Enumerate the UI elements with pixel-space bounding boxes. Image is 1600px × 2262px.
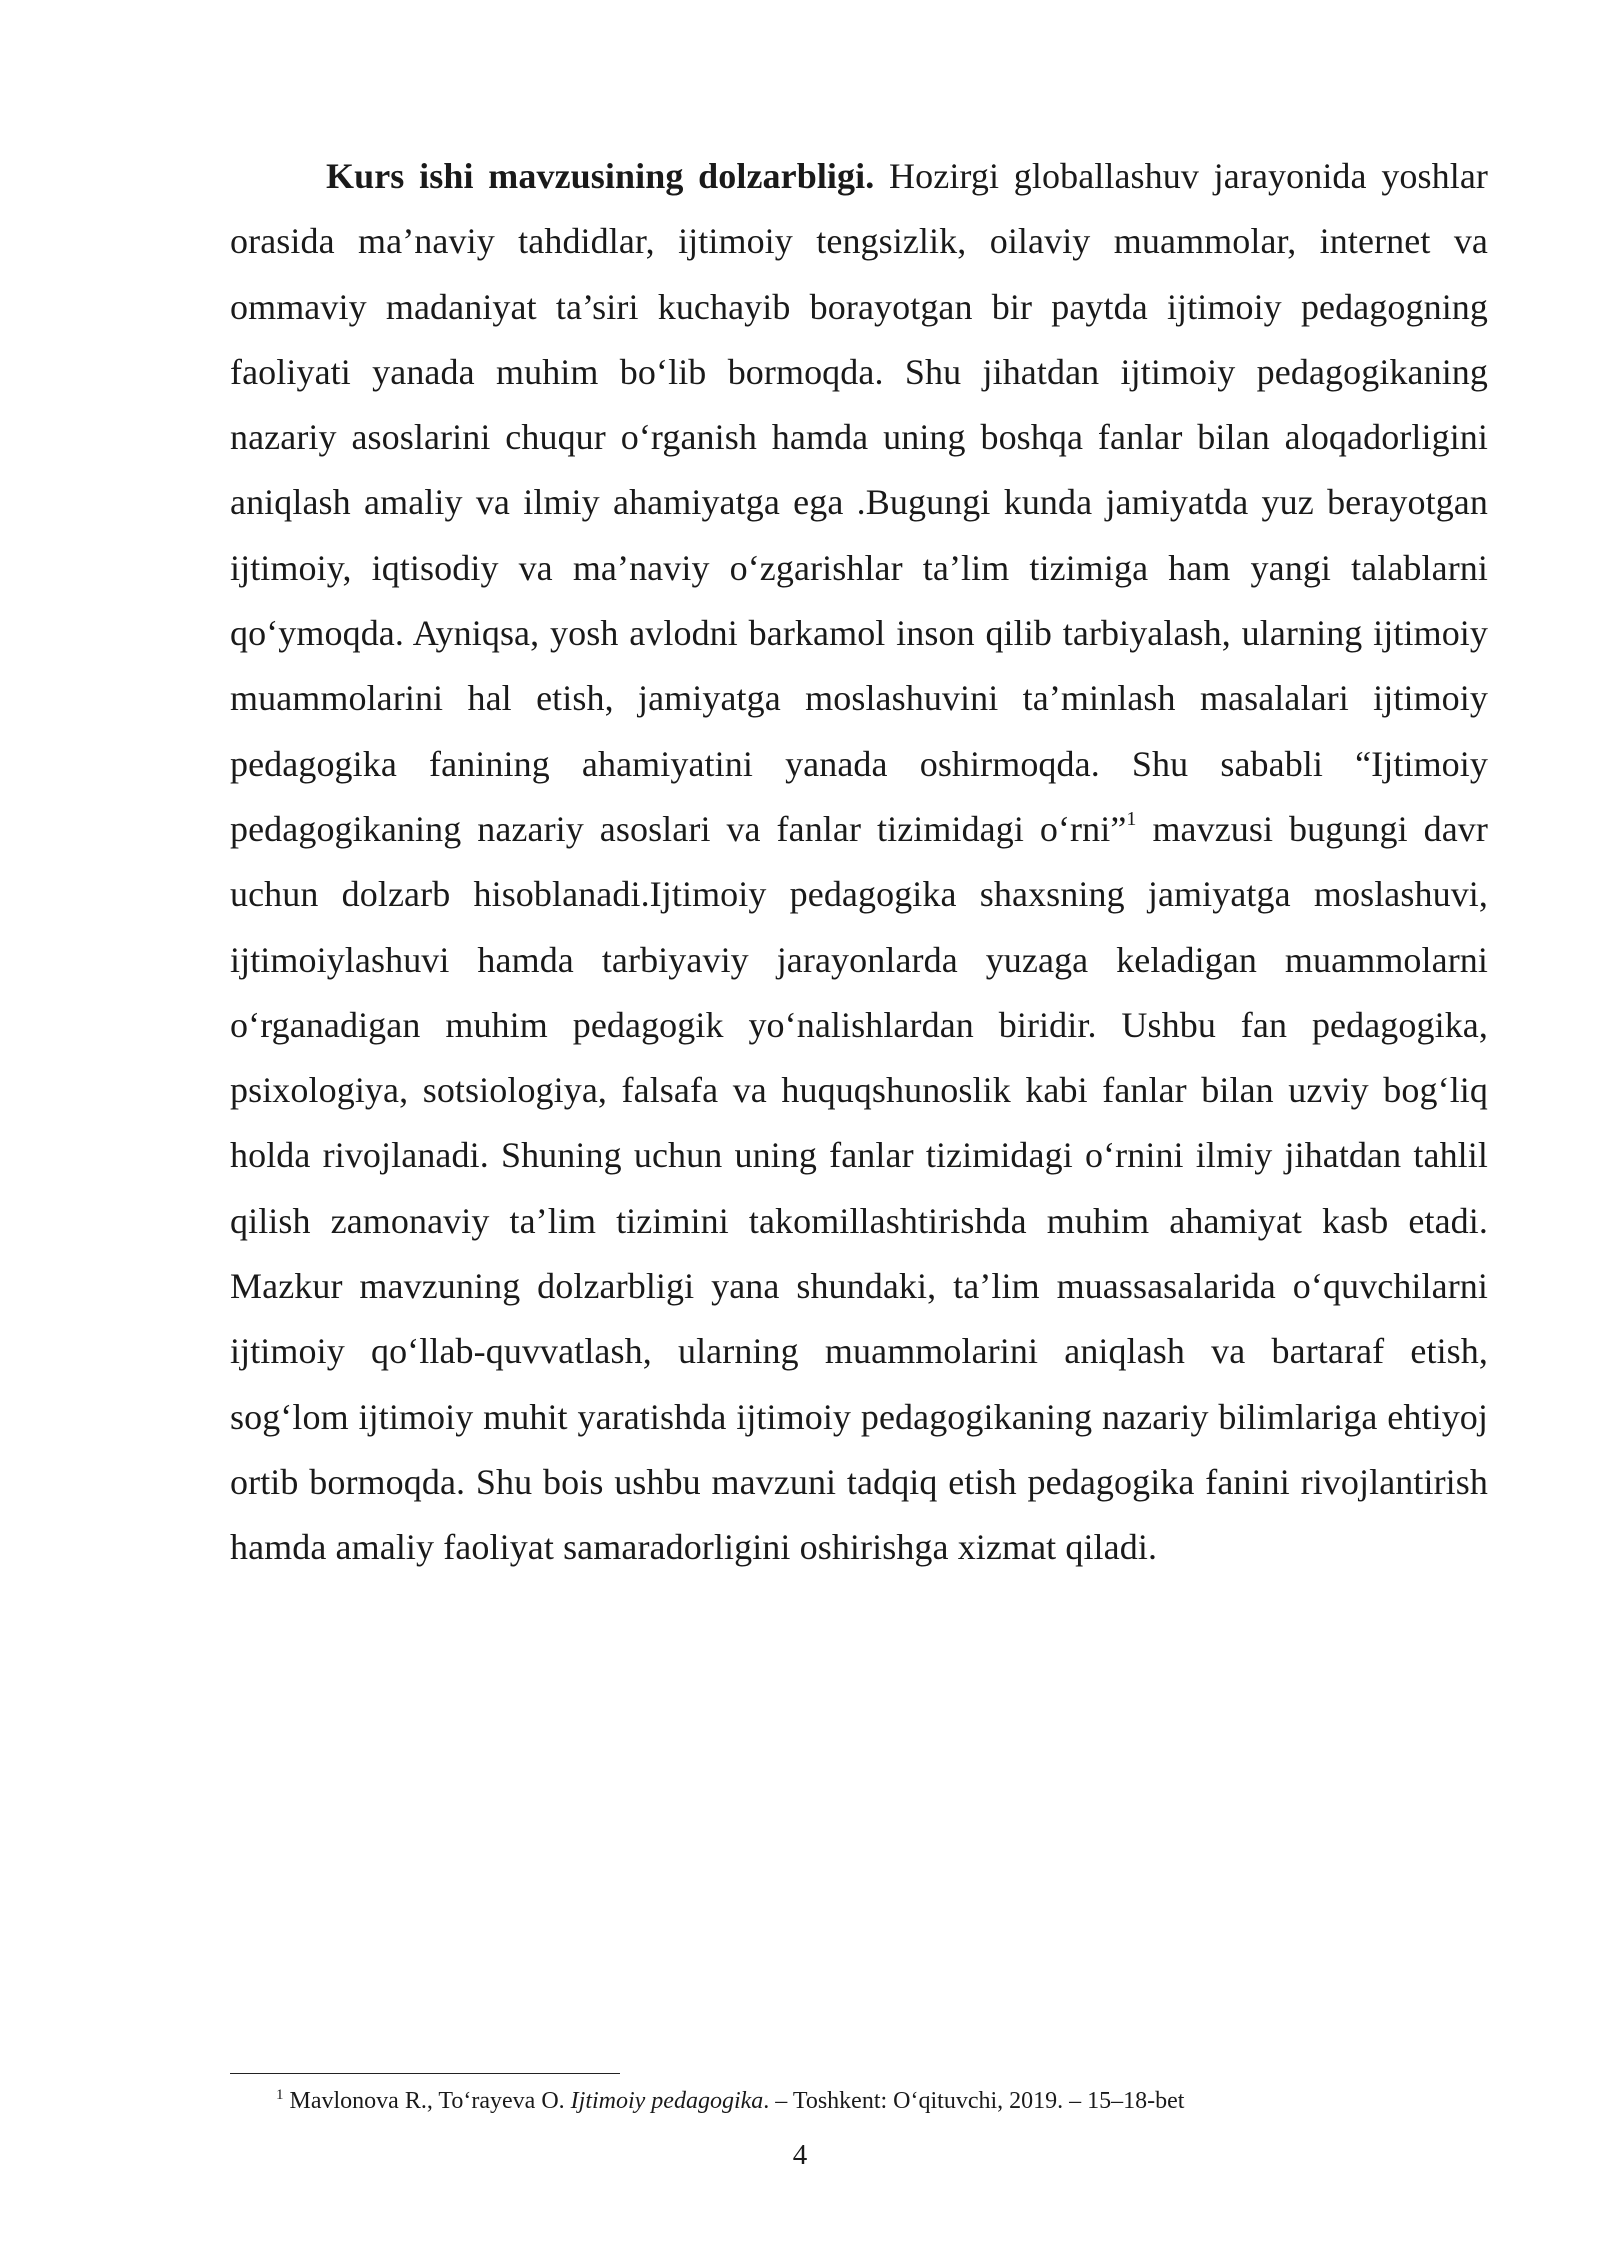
footnote-reference[interactable]: 1 [1126,807,1137,830]
footnote [276,2084,1476,2118]
paragraph-text-part-1: Hozirgi globallashuv jarayonida yoshlar orasida ma’naviy tahdidlar, ijtimoiy tengsizlik, oilaviy muammolar, internet va ommaviy madaniyat ta’siri kuchayib borayotgan bir paytda ijtimoiy pedagogning faoliyati yanada muhim bo‘lib bormoqda. Shu jihatdan ijtimoiy pedagogikaning nazariy asoslarini chuqur o‘rganish hamda uning boshqa fanlar bilan aloqadorligini aniqlash amaliy va ilmiy ahamiyatga ega .Bugungi kunda jamiyatda yuz berayotgan ijtimoiy, iqtisodiy va ma’naviy o‘zgarishlar ta’lim tizimiga ham yangi talablarni qo‘ymoqda. Ayniqsa, yosh avlodni barkamol inson qilib tarbiyalash, ularning ijtimoiy muammolarini hal etish, jamiyatga moslashuvini ta’minlash masalalari ijtimoiy pedagogika fanining ahamiyatini yanada oshirmoqda. Shu sababli “Ijtimoiy pedagogikaning nazariy asoslari va fanlar tizimidagi o‘rni” [230,156,1488,849]
page-number: 4 [792,2139,808,2171]
footnote-separator [230,2073,620,2074]
footnote-mark: 1 [276,2087,284,2103]
body-paragraph [230,144,1488,1581]
footnote-authors: Mavlonova R., To‘rayeva O. [289,2088,571,2114]
footnote-book-title: Ijtimoiy pedagogika [570,2088,764,2114]
footnote-publication-info: . – Toshkent: O‘qituvchi, 2019. – 15–18-bet [763,2088,1185,2114]
section-heading: Kurs ishi mavzusining dolzarbligi. [326,156,875,196]
paragraph-text-part-2: mavzusi bugungi davr uchun dolzarb hisoblanadi.Ijtimoiy pedagogika shaxsning jamiyatga moslashuvi, ijtimoiylashuvi hamda tarbiyaviy jarayonlarda yuzaga keladigan muammolarni o‘rganadigan muhim pedagogik yo‘nalishlardan biridir. Ushbu fan pedagogika, psixologiya, sotsiologiya, falsafa va huquqshunoslik kabi fanlar bilan uzviy bog‘liq holda rivojlanadi. Shuning uchun uning fanlar tizimidagi o‘rnini ilmiy jihatdan tahlil qilish zamonaviy ta’lim tizimini takomillashtirishda muhim ahamiyat kasb etadi. Mazkur mavzuning dolzarbligi yana shundaki, ta’lim muassasalarida o‘quvchilarni ijtimoiy qo‘llab-quvvatlash, ularning muammolarini aniqlash va bartaraf etish, sog‘lom ijtimoiy muhit yaratishda ijtimoiy pedagogikaning nazariy bilimlariga ehtiyoj ortib bormoqda. Shu bois ushbu mavzuni tadqiq etish pedagogika fanini rivojlantirish hamda amaliy faoliyat samaradorligini oshirishga xizmat qiladi. [230,808,1488,1568]
